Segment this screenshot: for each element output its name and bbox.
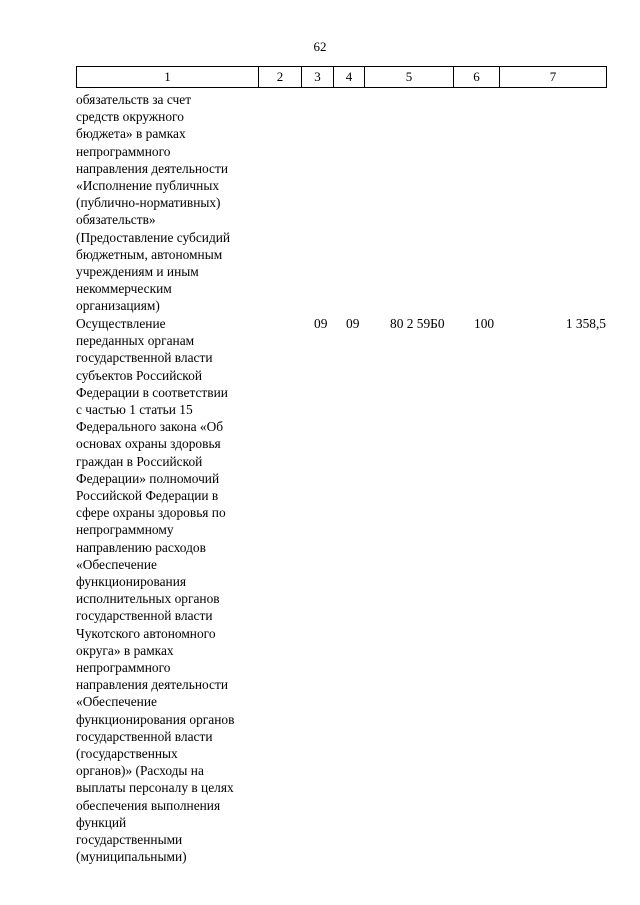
subsection-code: 09 [346,316,360,331]
expense-type-code: 100 [474,316,495,331]
row-description: Осуществление переданных органам государственной власти субъектов Российской Федерации в соответствии с частью 1 статьи 15 Федерального закона «Об основах охраны здоровья граждан в Российской Федерации» полномочий Российской Федерации в сфере охраны здоровья по непрограммному направлению расходов «Обеспечение функционирования исполнительных органов государственной власти Чукотского автономного округа» в рамках непрограммного направления деятельности «Обеспечение функционирования органов государственной власти (государственных органов)» (Расходы на выплаты персоналу в целях обеспечения выполнения функций государственными (муниципальными) [76,316,235,865]
column-header-6: 6 [454,67,500,88]
row-description: обязательств за счет средств окружного бюджета» в рамках непрограммного направления деятельности «Исполнение публичных (публично-нормативных) обязательств» (Предоставление субсидий бюджетным, автономным учреждениям и иным некоммерческим организациям) [76,92,231,314]
column-header-7: 7 [500,67,607,88]
column-header-5: 5 [365,67,454,88]
page-number: 62 [313,39,327,54]
amount-value: 1 358,5 [565,316,606,331]
column-header-4: 4 [334,67,365,88]
column-header-2: 2 [259,67,302,88]
section-code: 09 [314,316,328,331]
target-article-code: 80 2 59Б0 [390,316,445,331]
column-header-1: 1 [77,67,259,88]
column-header-3: 3 [302,67,334,88]
column-header-row [76,66,607,88]
